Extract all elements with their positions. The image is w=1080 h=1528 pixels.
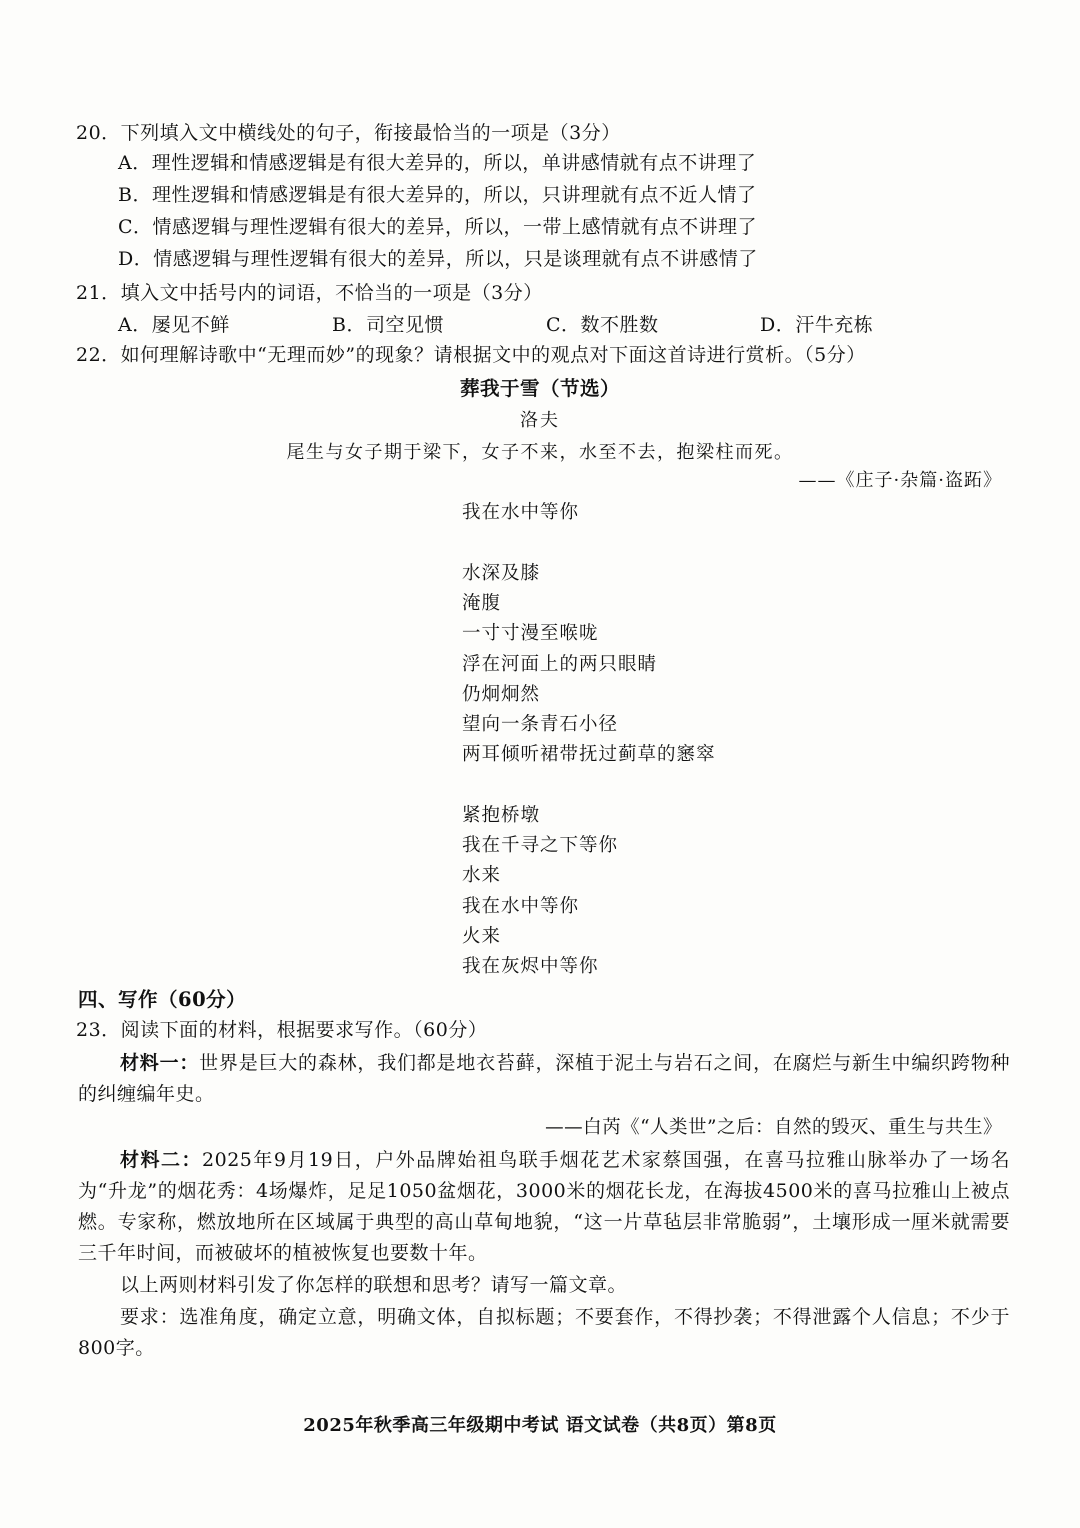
- poem-line: 我在水中等你: [462, 502, 580, 523]
- writing-prompt: 以上两则材料引发了你怎样的联想和思考？请写一篇文章。: [120, 1274, 628, 1296]
- poem-line: 望向一条青石小径: [462, 714, 619, 735]
- material-2-text: 2025年9月19日，户外品牌始祖鸟联手烟花艺术家蔡国强，在喜马拉雅山脉举办了一场名为“升龙”的烟花秀：4场爆炸，足足1050盆烟花，3000米的烟花长龙，在海拔4500米的喜马拉雅山上被点燃。专家称，燃放地所在区域属于典型的高山草甸地貌，“这一片草毡层非常脆弱”，土壤形成一厘米就需要三千年时间，而被破坏的植被恢复也要数十年。: [78, 1149, 1010, 1264]
- material-1: [78, 1048, 1010, 1110]
- poem-line: 我在千寻之下等你: [462, 835, 619, 856]
- poem-line: 紧抱桥墩: [462, 805, 541, 826]
- poem-title: 葬我于雪（节选）: [459, 377, 620, 400]
- poem-line: 淹腹: [462, 593, 502, 614]
- section-4-heading: 四、写作（60分）: [78, 988, 247, 1011]
- q21-stem: 21．填入文中括号内的词语，不恰当的一项是（3分）: [76, 282, 543, 304]
- poem-author: 洛夫: [520, 410, 560, 431]
- poem-line: 水来: [462, 865, 502, 886]
- poem-line: 一寸寸漫至喉咙: [462, 623, 599, 644]
- material-1-text: 世界是巨大的森林，我们都是地衣苔藓，深植于泥土与岩石之间，在腐烂与新生中编织跨物种的纠缠编年史。: [78, 1052, 1010, 1105]
- poem-line: 火来: [462, 926, 502, 947]
- poem-line: 我在灰烬中等你: [462, 956, 599, 977]
- poem-line: 水深及膝: [462, 563, 541, 584]
- page-footer: 2025年秋季高三年级期中考试 语文试卷（共8页）第8页: [303, 1415, 777, 1436]
- q22-stem: 22．如何理解诗歌中“无理而妙”的现象？请根据文中的观点对下面这首诗进行赏析。（5分）: [76, 344, 866, 366]
- writing-requirements: 要求：选准角度，确定立意，明确文体，自拟标题；不要套作，不得抄袭；不得泄露个人信息；不少于800字。: [78, 1306, 1010, 1359]
- poem-epigraph: 尾生与女子期于梁下，女子不来，水至不去，抱梁柱而死。: [286, 442, 794, 463]
- q21-option-b: B．司空见惯: [332, 314, 444, 336]
- q21-option-a: A．屡见不鲜: [118, 314, 230, 336]
- poem-line: 两耳倾听裙带抚过蓟草的窸窣: [462, 744, 716, 765]
- q20-option-b: B．理性逻辑和情感逻辑是有很大差异的，所以，只讲理就有点不近人情了: [118, 184, 757, 206]
- q20-option-c: C．情感逻辑与理性逻辑有很大的差异，所以，一带上感情就有点不讲理了: [118, 216, 758, 238]
- material-1-label: 材料一：: [120, 1052, 200, 1074]
- q21-option-c: C．数不胜数: [546, 314, 659, 336]
- material-2-label: 材料二：: [120, 1149, 203, 1171]
- poem-epigraph-source: ——《庄子·杂篇·盗跖》: [798, 470, 1002, 491]
- poem-line: 浮在河面上的两只眼睛: [462, 654, 658, 675]
- q21-option-d: D．汗牛充栋: [760, 314, 874, 336]
- poem-line: 仍炯炯然: [462, 684, 541, 705]
- q20-option-a: A．理性逻辑和情感逻辑是有很大差异的，所以，单讲感情就有点不讲理了: [118, 152, 757, 174]
- q23-stem: 23．阅读下面的材料，根据要求写作。（60分）: [76, 1019, 488, 1041]
- poem-line: 我在水中等你: [462, 896, 580, 917]
- material-2: [78, 1145, 1010, 1269]
- material-1-source: ——白芮《“人类世”之后：自然的毁灭、重生与共生》: [545, 1117, 1002, 1138]
- q20-stem: 20．下列填入文中横线处的句子，衔接最恰当的一项是（3分）: [76, 122, 621, 144]
- q20-option-d: D．情感逻辑与理性逻辑有很大的差异，所以，只是谈理就有点不讲感情了: [118, 248, 758, 270]
